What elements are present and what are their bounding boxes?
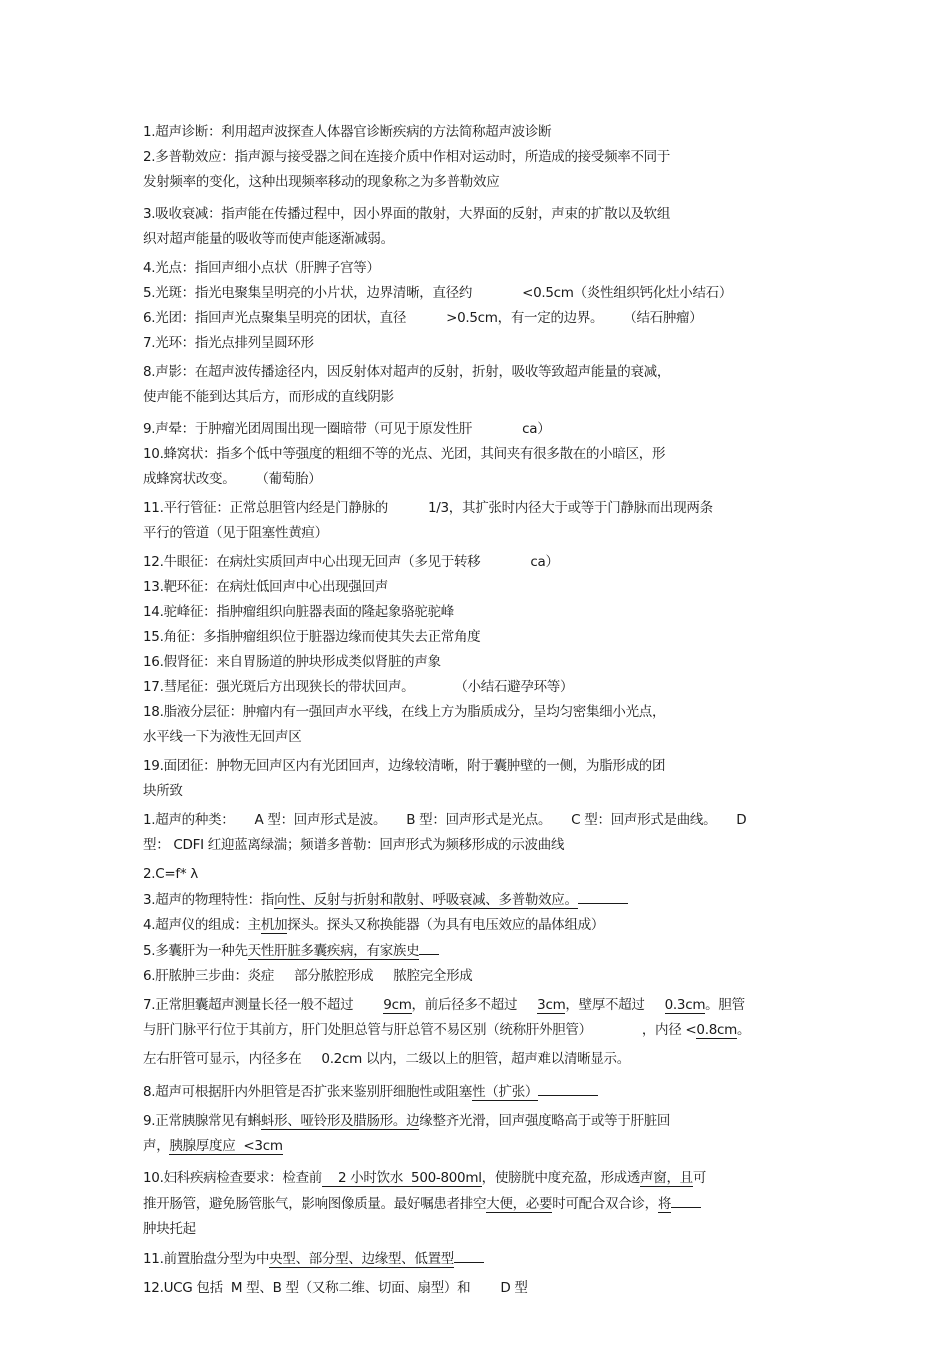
paragraph: 16.假肾征：来自胃肠道的肿块形成类似肾脏的声象 bbox=[143, 654, 441, 670]
paragraph: 9.正常胰腺常见有蝌蚪形、哑铃形及腊肠形。边缘整齐光滑，回声强度略高于或等于肝脏回 bbox=[143, 1113, 671, 1129]
paragraph: 18.脂液分层征：肿瘤内有一强回声水平线，在线上方为脂质成分，呈均匀密集细小光点， bbox=[143, 704, 666, 720]
paragraph: 4.光点：指回声细小点状（肝脾子宫等） bbox=[143, 260, 380, 276]
paragraph: 1.超声的种类： A 型：回声形式是波。 B 型：回声形式是光点。 C 型：回声形式是曲线。 D bbox=[143, 812, 747, 828]
paragraph: 平行的管道（见于阻塞性黄疸） bbox=[143, 525, 328, 541]
paragraph: 13.靶环征：在病灶低回声中心出现强回声 bbox=[143, 579, 388, 595]
paragraph: 4.超声仪的组成：主机加探头。探头又称换能器（为具有电压效应的晶体组成） bbox=[143, 917, 605, 933]
paragraph: 17.彗尾征：强光斑后方出现狭长的带状回声。 （小结石避孕环等） bbox=[143, 679, 574, 695]
paragraph: 12.UCG 包括 M 型、B 型（又称二维、切面、扇型）和 D 型 bbox=[143, 1280, 528, 1296]
paragraph: 14.驼峰征：指肿瘤组织向脏器表面的隆起象骆驼驼峰 bbox=[143, 604, 454, 620]
paragraph: 5.光斑：指光电聚集呈明亮的小片状，边界清晰，直径约 <0.5cm（炎性组织钙化灶小结石） bbox=[143, 285, 733, 301]
paragraph: 7.光环：指光点排列呈圆环形 bbox=[143, 335, 314, 351]
paragraph: 水平线一下为液性无回声区 bbox=[143, 729, 302, 745]
paragraph: 声，胰腺厚度应 <3cm bbox=[143, 1138, 283, 1154]
paragraph: 11.前置胎盘分型为中央型、部分型、边缘型、低置型 bbox=[143, 1246, 813, 1272]
paragraph: 2.C=f* λ bbox=[143, 866, 199, 882]
paragraph: 3.吸收衰减：指声能在传播过程中，因小界面的散射，大界面的反射，声束的扩散以及软组 bbox=[143, 206, 671, 222]
paragraph: 3.超声的物理特性：指向性、反射与折射和散射、呼吸衰减、多普勒效应。 bbox=[143, 887, 813, 913]
paragraph: 左右肝管可显示，内径多在 0.2cm 以内，二级以上的胆管，超声难以清晰显示。 bbox=[143, 1051, 630, 1067]
paragraph: 发射频率的变化，这种出现频率移动的现象称之为多普勒效应 bbox=[143, 174, 500, 190]
paragraph: 5.多囊肝为一种先天性肝脏多囊疾病，有家族史 bbox=[143, 938, 813, 964]
paragraph: 6.肝脓肿三步曲：炎症 部分脓腔形成 脓腔完全形成 bbox=[143, 968, 473, 984]
document-body bbox=[143, 120, 813, 1301]
paragraph: 19.面团征：肿物无回声区内有光团回声，边缘较清晰，附于囊肿壁的一侧，为脂形成的团 bbox=[143, 758, 666, 774]
paragraph: 15.角征：多指肿瘤组织位于脏器边缘而使其失去正常角度 bbox=[143, 629, 481, 645]
paragraph: 11.平行管征：正常总胆管内经是门静脉的 1/3，其扩张时内径大于或等于门静脉而出现两条 bbox=[143, 500, 713, 516]
paragraph: 12.牛眼征：在病灶实质回声中心出现无回声（多见于转移 ca） bbox=[143, 554, 559, 570]
paragraph: 使声能不能到达其后方，而形成的直线阴影 bbox=[143, 389, 394, 405]
paragraph: 织对超声能量的吸收等而使声能逐渐减弱。 bbox=[143, 231, 394, 247]
paragraph: 9.声晕：于肿瘤光团周围出现一圈暗带（可见于原发性肝 ca） bbox=[143, 421, 551, 437]
paragraph: 1.超声诊断：利用超声波探查人体器官诊断疾病的方法简称超声波诊断 bbox=[143, 124, 552, 140]
paragraph: 10.蜂窝状：指多个低中等强度的粗细不等的光点、光团，其间夹有很多散在的小暗区，形 bbox=[143, 446, 666, 462]
paragraph: 8.声影：在超声波传播途径内，因反射体对超声的反射，折射，吸收等致超声能量的衰减， bbox=[143, 364, 671, 380]
paragraph: 7.正常胆囊超声测量长径一般不超过 9cm，前后径多不超过 3cm，壁厚不超过 0.3cm。胆管 bbox=[143, 997, 745, 1013]
paragraph: 成蜂窝状改变。 （葡萄胎） bbox=[143, 471, 322, 487]
paragraph: 块所致 bbox=[143, 783, 183, 799]
paragraph: 型： CDFI 红迎蓝离绿湍；频谱多普勒：回声形式为频移形成的示波曲线 bbox=[143, 837, 565, 853]
paragraph: 8.超声可根据肝内外胆管是否扩张来鉴别肝细胞性或阻塞性（扩张） bbox=[143, 1079, 813, 1105]
paragraph: 2.多普勒效应：指声源与接受器之间在连接介质中作相对运动时，所造成的接受频率不同于 bbox=[143, 149, 671, 165]
paragraph: 推开肠管，避免肠管胀气，影响图像质量。最好嘱患者排空大便，必要时可配合双合诊，将 bbox=[143, 1191, 813, 1217]
paragraph: 6.光团：指回声光点聚集呈明亮的团状，直径 >0.5cm，有一定的边界。 （结石肿瘤） bbox=[143, 310, 703, 326]
paragraph: 与肝门脉平行位于其前方，肝门处胆总管与肝总管不易区别（统称肝外胆管） ，内径 <0.8cm。 bbox=[143, 1022, 751, 1038]
paragraph: 肿块托起 bbox=[143, 1221, 196, 1237]
paragraph: 10.妇科疾病检查要求：检查前 2 小时饮水 500-800ml，使膀胱中度充盈，形成透声窗，且可 bbox=[143, 1170, 707, 1186]
